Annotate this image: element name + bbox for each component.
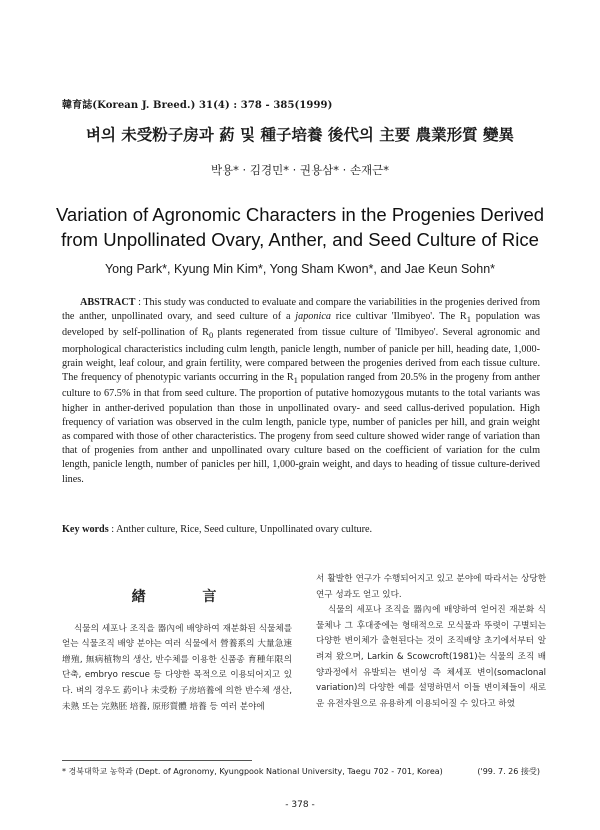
right-column xyxy=(316,572,546,712)
abstract xyxy=(62,296,540,487)
abstract-text-3: population was developed by self-pollination of R xyxy=(62,311,540,339)
abstract-sub-1: 1 xyxy=(466,314,471,325)
footnote-affiliation: * 경북대학교 농학과 (Dept. of Agronomy, Kyungpook National University, Taegu 702 - 701, Korea) xyxy=(62,767,443,776)
title-korean: 벼의 未受粉子房과 葯 및 種子培養 後代의 主要 農業形質 變異 xyxy=(85,126,515,144)
right-column-paragraph-1: 서 활발한 연구가 수행되어지고 있고 분야에 따라서는 상당한 연구 성과도 얻고 있다. xyxy=(316,574,546,600)
abstract-text-1: : This study was conducted to evaluate and compare the variabilities in the progenies derived from the anther, unpollinated ovary, and seed culture of a xyxy=(62,297,540,323)
section-heading-introduction: 緖 言 xyxy=(131,589,243,605)
authors-korean: 박용* · 김경민* · 권용삼* · 손재근* xyxy=(210,163,390,177)
keywords xyxy=(62,524,540,535)
title-english-line2: from Unpollinated Ovary, Anther, and Seed Culture of Rice xyxy=(61,229,539,250)
received-date: ('99. 7. 26 接受) xyxy=(477,767,540,776)
left-column xyxy=(62,570,292,715)
abstract-text-4: plants regenerated from tissue culture of 'Ilmibyeo'. Several agronomic and morphological characteristics including culm length, panicle length, number of panicle per hill, heading date, 1,000-grain weight, leaf colour, and grain fertility, were compared between the progenies derived from each tissue culture. The frequency of phenotypic variants occurring in the R xyxy=(62,327,540,384)
page-number: - 378 - xyxy=(285,800,315,810)
abstract-text-2: rice cultivar 'Ilmibyeo'. The R xyxy=(330,311,467,323)
keywords-label: Key words xyxy=(62,524,109,535)
right-column-paragraph-2: 식물의 세포나 조직을 器內에 배양하여 얻어진 재분화 식물체나 그 후대중에는 형태적으로 모식물과 뚜렷이 구별되는 다양한 변이체가 출현된다는 것이 조직배양 초기에서부터 알려져 왔으며, Larkin & Scowcroft(1981)는 식물의 조직 배양과정에서 유발되는 변이성 즉 체세포 변이(somaclonal variation)의 다양한 예를 설명하면서 이들 변이체들이 새로운 유전자원으로 유용하게 이용되어질 수 있다고 하였 xyxy=(316,605,546,709)
abstract-text-5: population ranged from 20.5% in the progeny from anther culture to 67.5% in that from seed culture. The proportion of putative homozygous mutants to the total variants was higher in anther-derived population than those in unpollinated ovary- and seed callus-derived population. High frequency of variation was observed in the culm length, panicle type, number of panicles per hill, and grain weight as compared with those of other characteristics. The progeny from seed culture showed wider range of variation than that of progenies from anther and unpollinated ovary culture based on the coefficient of variation for the culm length, panicle length, number of panicles per hill, 1,000-grain weight, and days to heading of tissue culture-derived lines. xyxy=(62,372,541,485)
abstract-sub-1b: 1 xyxy=(293,375,298,386)
journal-citation: 韓育誌(Korean J. Breed.) 31(4) : 378 - 385(1999) xyxy=(62,100,333,111)
abstract-sub-0: 0 xyxy=(208,330,214,341)
abstract-italic: japonica xyxy=(295,311,331,323)
authors-english: Yong Park*, Kyung Min Kim*, Yong Sham Kwon*, and Jae Keun Sohn* xyxy=(104,262,496,276)
abstract-label: ABSTRACT xyxy=(80,297,136,308)
keywords-text: : Anther culture, Rice, Seed culture, Unpollinated ovary culture. xyxy=(108,524,373,535)
title-english xyxy=(30,202,570,252)
title-english-line1: Variation of Agronomic Characters in the Progenies Derived xyxy=(55,204,545,225)
footnote xyxy=(62,766,540,777)
footnote-rule xyxy=(62,760,252,761)
left-column-paragraph: 식물의 세포나 조직을 器內에 배양하여 재분화된 식물체를 얻는 식물조직 배양 분야는 여러 식물에서 營養系의 大量急速增殖, 無病植物의 생산, 반수체를 이용한 신품종 育種年限의 단축, embryo rescue 등 다양한 목적으로 이용되어지고 있다. 벼의 경우도 葯이나 未受粉 子房培養에 의한 반수체 생산, 未熟 또는 完熟胚 培養, 原形質體 培養 등 여러 분야에 xyxy=(62,623,292,712)
